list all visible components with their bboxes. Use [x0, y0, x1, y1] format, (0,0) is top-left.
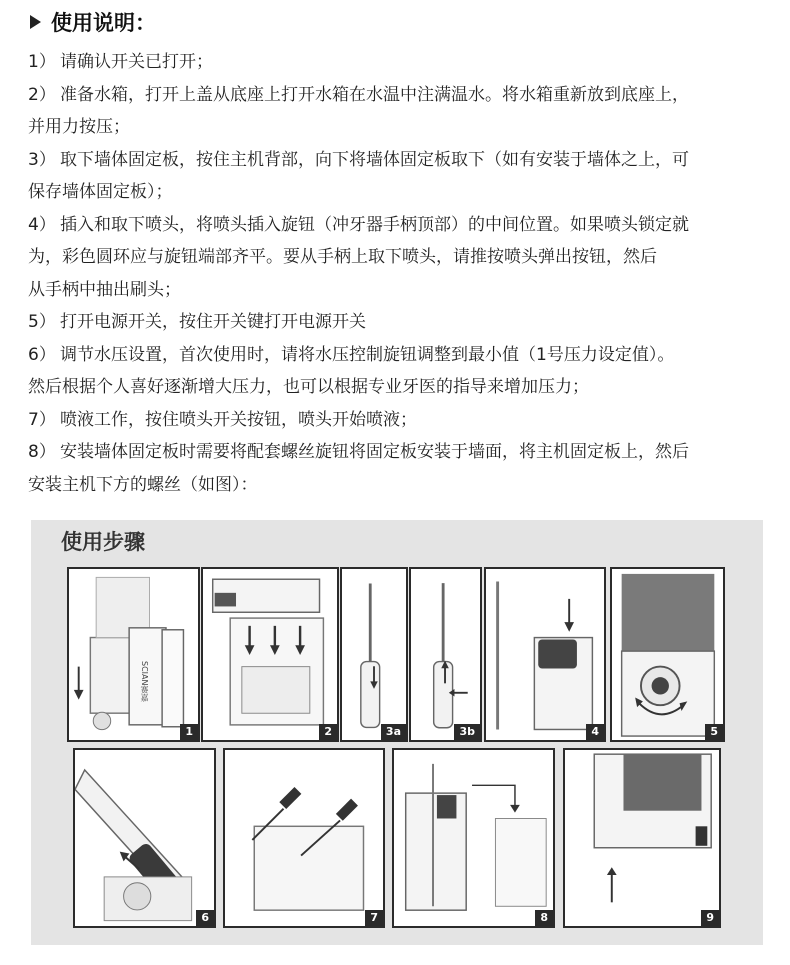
step-3: 3） 取下墙体固定板，按住主机背部，向下将墙体固定板取下（如有安装于墙体之上，可 [28, 149, 689, 170]
water-flosser-tank-illustration [69, 569, 198, 740]
step-4-cont-2: 从手柄中抽出刷头； [28, 279, 181, 300]
step-1: 1） 请确认开关已打开； [28, 52, 213, 72]
usage-steps-panel [31, 520, 763, 945]
step-image-5 [610, 567, 725, 742]
step-image-6 [73, 748, 216, 928]
step-badge-7: 7 [365, 910, 383, 926]
step-image-3b [409, 567, 482, 742]
step-6: 6） 调节水压设置，首次使用时，请将水压控制旋钮调整到最小值（1号压力设定值）。 [28, 344, 675, 365]
step-image-1 [67, 567, 200, 742]
step-badge-6: 6 [196, 910, 214, 926]
step-image-9 [563, 748, 721, 928]
step-image-7 [223, 748, 385, 928]
step-7: 7） 喷液工作，按住喷头开关按钮，喷头开始喷液； [28, 409, 417, 430]
step-8: 8） 安装墙体固定板时需要将配套螺丝旋钮将固定板安装于墙面，将主机固定板上，然后 [28, 442, 689, 462]
step-badge-3a: 3a [381, 724, 406, 740]
triangle-bullet-icon [30, 15, 41, 29]
panel-title: 使用步骤 [61, 530, 145, 554]
wall-screws-illustration [225, 750, 383, 926]
wall-plate-removal-illustration [203, 569, 337, 740]
step-4: 4） 插入和取下喷头，将喷头插入旋钮（冲牙器手柄顶部）的中间位置。如果喷头锁定就 [28, 214, 689, 235]
step-badge-2: 2 [319, 724, 337, 740]
step-4-cont-1: 为，彩色圆环应与旋钮端部齐平。要从手柄上取下喷头，请推按喷头弹出按钮，然后 [28, 247, 657, 267]
instructions-heading [30, 6, 156, 38]
step-2: 2） 准备水箱，打开上盖从底座上打开水箱在水温中注满温水。将水箱重新放到底座上， [28, 84, 689, 105]
step-5: 5） 打开电源开关，按住开关键打开电源开关 [28, 312, 366, 332]
step-badge-4: 4 [586, 724, 604, 740]
nozzle-remove-illustration [411, 569, 480, 740]
pressure-dial-illustration [612, 569, 723, 740]
bottom-screw-illustration [565, 750, 719, 926]
step-badge-5: 5 [705, 724, 723, 740]
step-3-cont: 保存墙体固定板）； [28, 182, 173, 202]
step-image-2 [201, 567, 339, 742]
step-badge-8: 8 [535, 910, 553, 926]
heading-text: 使用说明： [51, 11, 156, 35]
instruction-steps [28, 46, 778, 501]
brand-label: SCIAN赛嘉 [140, 661, 149, 702]
step-badge-1: 1 [180, 724, 198, 740]
mount-unit-illustration [394, 750, 553, 926]
nozzle-spray-illustration [75, 750, 214, 926]
step-6-cont: 然后根据个人喜好逐渐增大压力，也可以根据专业牙医的指导来增加压力； [28, 377, 589, 397]
step-8-cont: 安装主机下方的螺丝（如图）： [28, 474, 258, 495]
step-image-4 [484, 567, 606, 742]
power-button-illustration [486, 569, 604, 740]
step-badge-9: 9 [701, 910, 719, 926]
nozzle-insert-illustration [342, 569, 406, 740]
step-image-3a [340, 567, 408, 742]
step-2-cont: 并用力按压； [28, 117, 130, 137]
step-badge-3b: 3b [454, 724, 480, 740]
step-image-8 [392, 748, 555, 928]
